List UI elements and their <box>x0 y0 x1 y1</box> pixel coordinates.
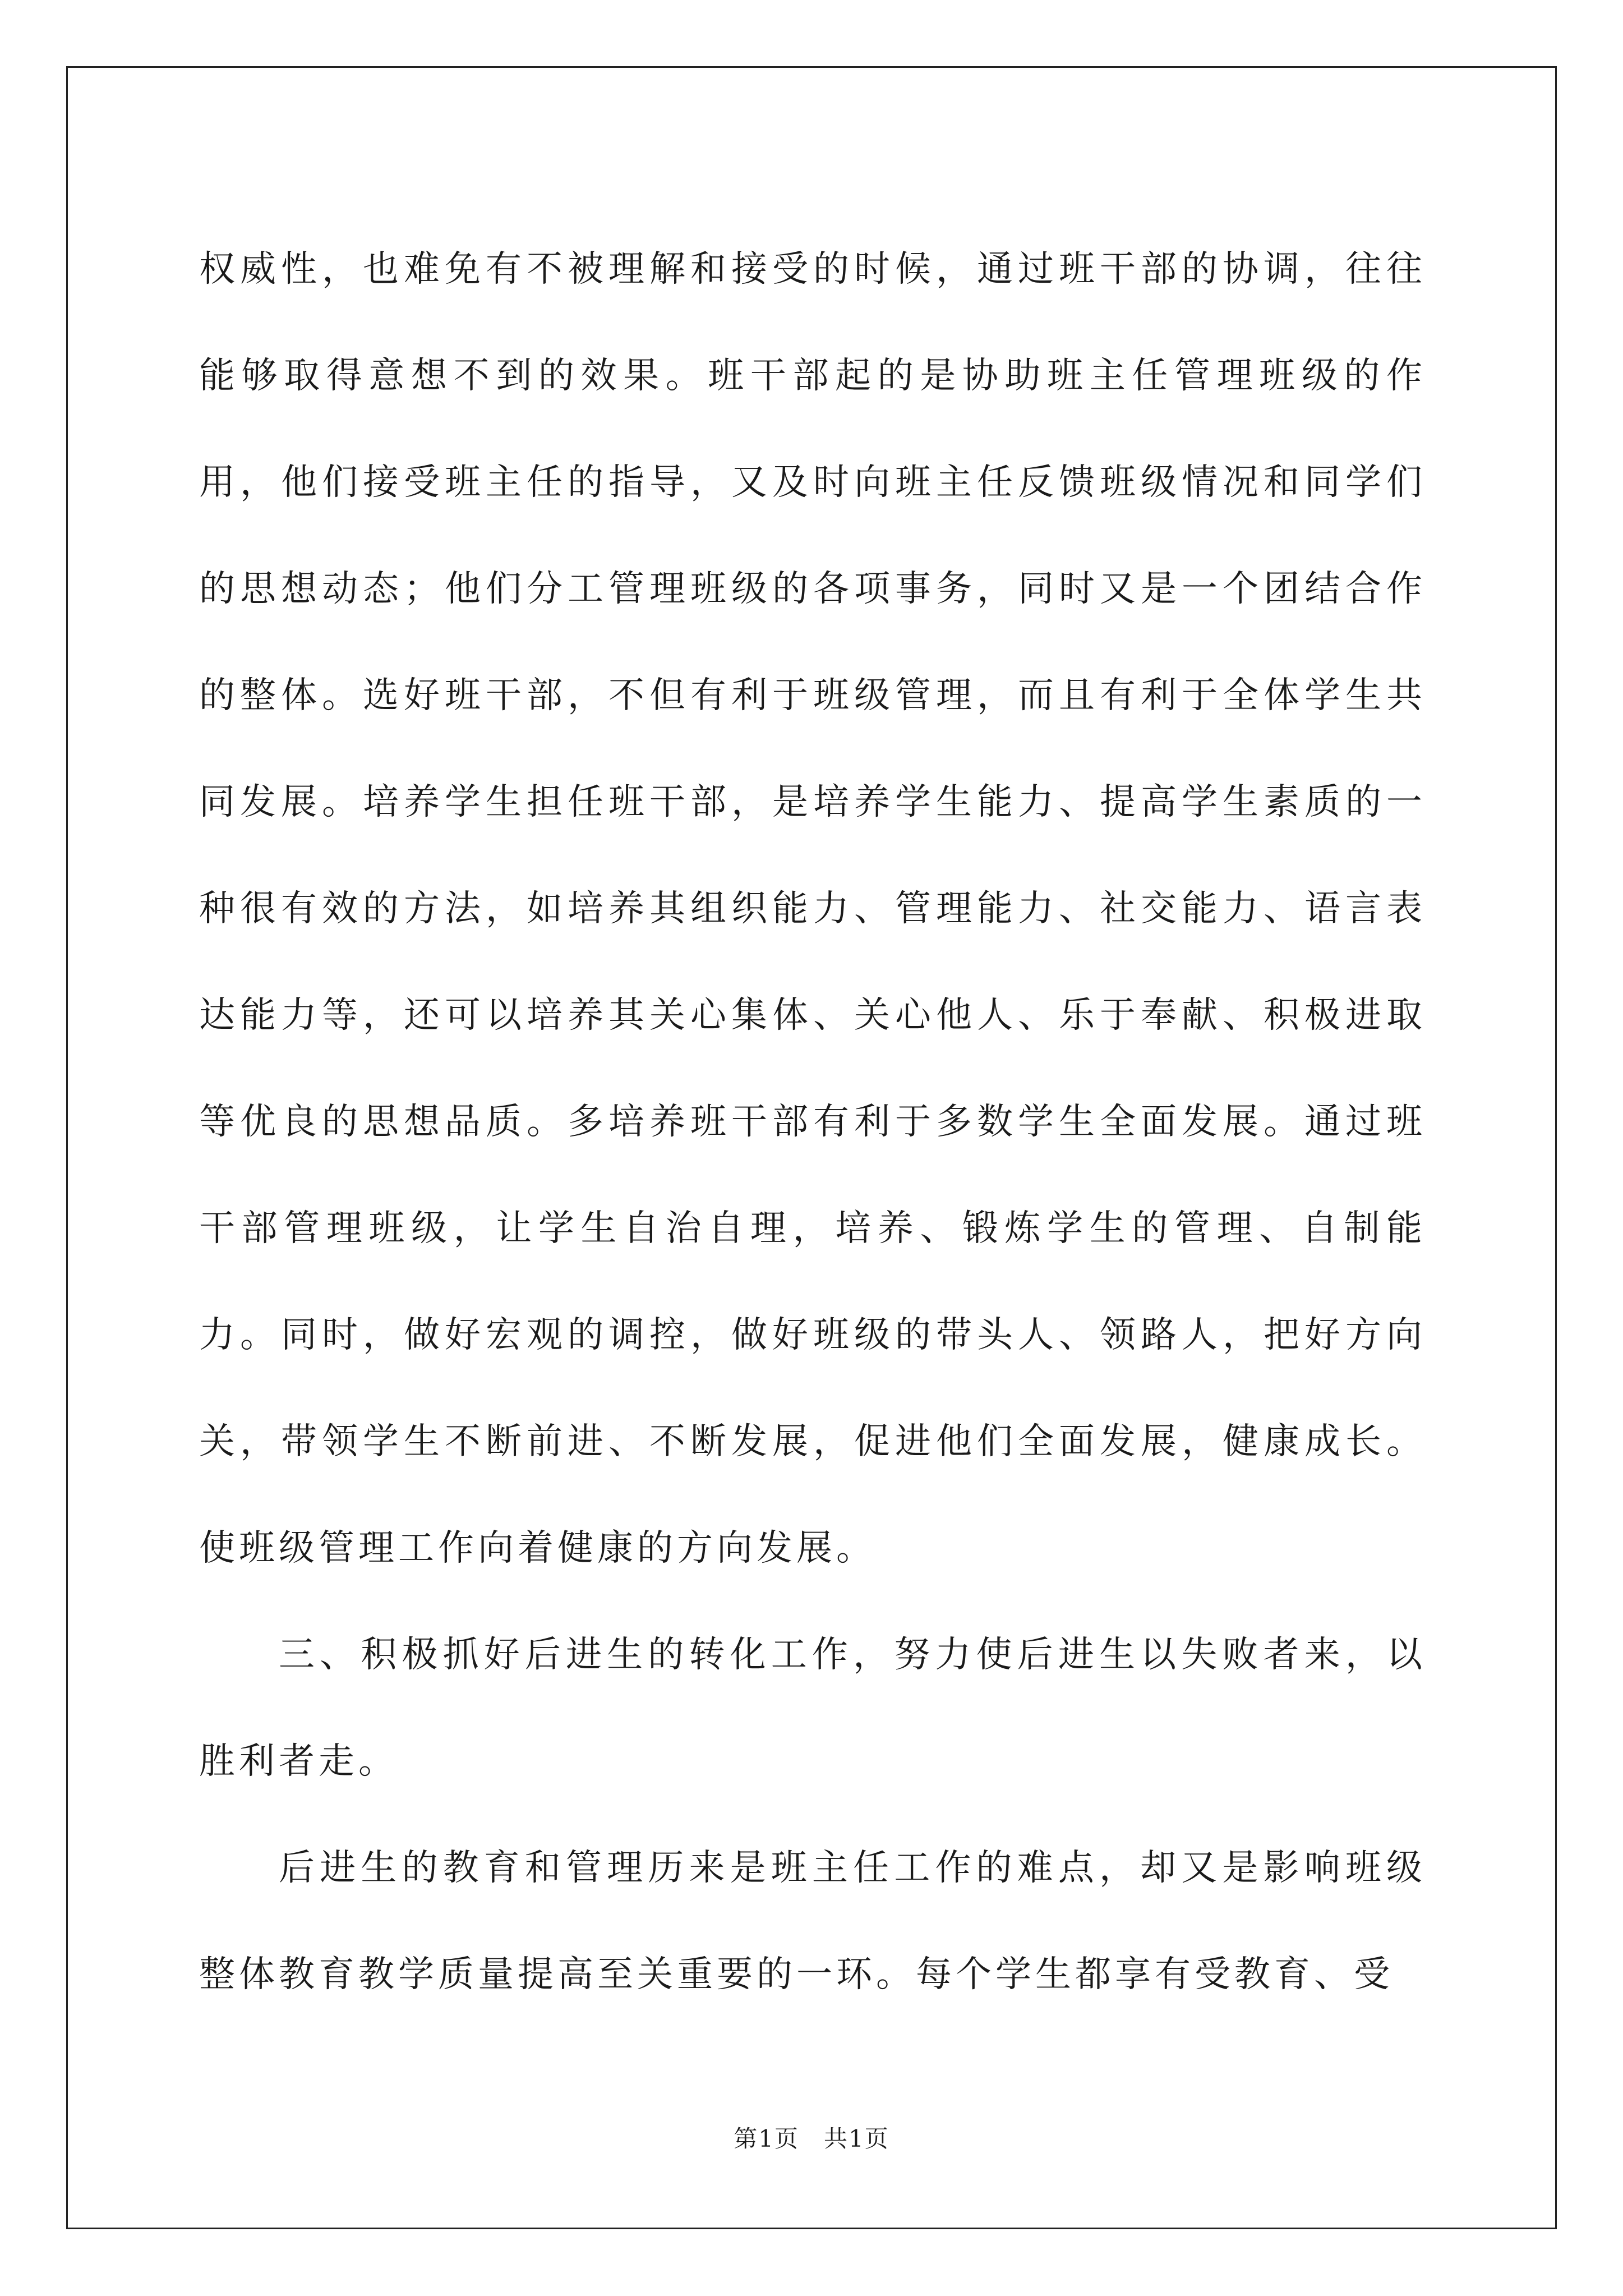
document-body <box>199 216 1426 2028</box>
paragraph-1: 权威性，也难免有不被理解和接受的时候，通过班干部的协调，往往能够取得意想不到的效果。班干部起的是协助班主任管理班级的作用，他们接受班主任的指导，又及时向班主任反馈班级情况和同学们的思想动态；他们分工管理班级的各项事务，同时又是一个团结合作的整体。选好班干部，不但有利于班级管理，而且有利于全体学生共同发展。培养学生担任班干部，是培养学生能力、提高学生素质的一种很有效的方法，如培养其组织能力、管理能力、社交能力、语言表达能力等，还可以培养其关心集体、关心他人、乐于奉献、积极进取等优良的思想品质。多培养班干部有利于多数学生全面发展。通过班干部管理班级，让学生自治自理，培养、锻炼学生的管理、自制能力。同时，做好宏观的调控，做好班级的带头人、领路人，把好方向关，带领学生不断前进、不断发展，促进他们全面发展，健康成长。使班级管理工作向着健康的方向发展。 <box>199 249 1426 1569</box>
paragraph-2-heading: 三、积极抓好后进生的转化工作，努力使后进生以失败者来，以胜利者走。 <box>199 1634 1426 1782</box>
page-footer: 第1页 共1页 <box>734 2125 889 2152</box>
paragraph-3: 后进生的教育和管理历来是班主任工作的难点，却又是影响班级整体教育教学质量提高至关重要的一环。每个学生都享有受教育、受 <box>199 1847 1426 1995</box>
